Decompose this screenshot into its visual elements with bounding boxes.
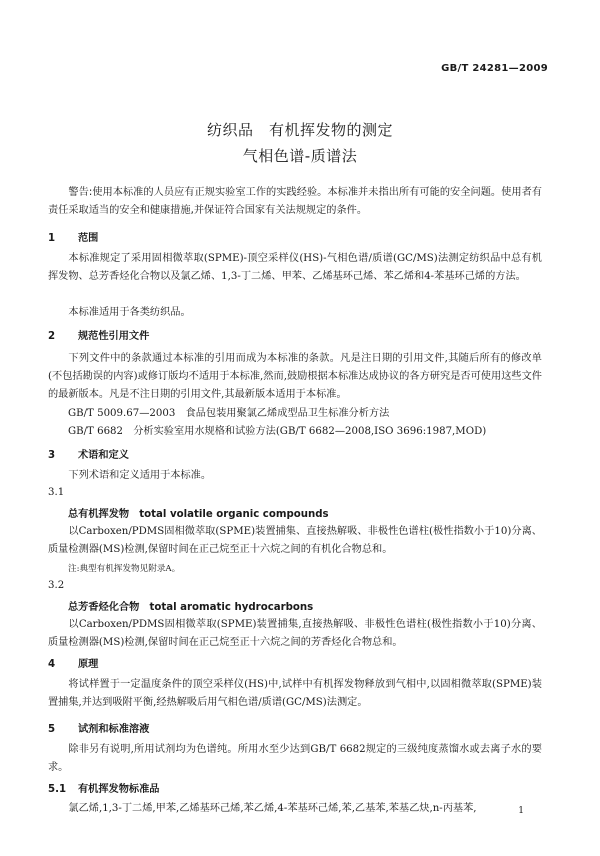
section-2-paragraph: 下列文件中的条款通过本标准的引用而成为本标准的条款。凡是注日期的引用文件,其随后所有的修改单(不包括勘误的内容)或修订版均不适用于本标准,然而,鼓励根据本标准达成协议的各方研究是否可使用这些文件的最新版本。凡是不注日期的引用文件,其最新版本适用于本标准。 bbox=[48, 353, 542, 400]
section-5-heading bbox=[48, 720, 149, 735]
document-subtitle: 气相色谱-质谱法 bbox=[242, 147, 358, 165]
section-title: 规范性引用文件 bbox=[78, 331, 150, 342]
section-number: 1 bbox=[48, 233, 56, 244]
clause-5-1-paragraph: 氯乙烯,1,3-丁二烯,甲苯,乙烯基环己烯,苯乙烯,4-苯基环己烯,苯,乙基苯,苯基乙炔,n-丙基苯, bbox=[68, 803, 477, 814]
clause-3-1-number: 3.1 bbox=[48, 487, 65, 498]
section-number: 5 bbox=[48, 724, 56, 735]
section-title: 原理 bbox=[78, 659, 99, 670]
section-4-paragraph: 将试样置于一定温度条件的顶空采样仪(HS)中,试样中有机挥发物释放到气相中,以固相微萃取(SPME)装置捕集,并达到吸附平衡,经热解吸后用气相色谱/质谱(GC/MS)法测定。 bbox=[48, 679, 542, 708]
section-1-paragraph-2: 本标准适用于各类纺织品。 bbox=[68, 307, 191, 318]
section-2-heading bbox=[48, 327, 149, 342]
clause-3-2-definition: 以Carboxen/PDMS固相微萃取(SPME)装置捕集,直接热解吸、非极性色谱柱(极性指数小于10)分离、质量检测器(MS)检测,保留时间在正己烷至正十六烷之间的芳香烃化合物总和。 bbox=[48, 619, 542, 648]
warning-paragraph: 警告:使用本标准的人员应有正规实验室工作的实践经验。本标准并未指出所有可能的安全问题。使用者有责任采取适当的安全和健康措施,并保证符合国家有关法规规定的条件。 bbox=[48, 187, 542, 216]
section-number: 3 bbox=[48, 450, 56, 461]
clause-3-2-term: 总芳香烃化合物 total aromatic hydrocarbons bbox=[68, 602, 314, 613]
section-title: 术语和定义 bbox=[78, 450, 129, 461]
standard-code: GB/T 24281—2009 bbox=[441, 63, 548, 74]
clause-3-2-number: 3.2 bbox=[48, 580, 65, 591]
clause-5-1-heading bbox=[48, 780, 160, 795]
section-number: 4 bbox=[48, 659, 56, 670]
section-number: 5.1 bbox=[48, 784, 67, 795]
section-3-heading bbox=[48, 446, 129, 461]
section-title: 试剂和标准溶液 bbox=[78, 724, 150, 735]
section-1-heading bbox=[48, 229, 98, 244]
page-number: 1 bbox=[518, 806, 524, 816]
reference-item: GB/T 5009.67—2003 食品包装用聚氯乙烯成型品卫生标准分析方法 bbox=[68, 408, 390, 419]
clause-3-1-term: 总有机挥发物 total volatile organic compounds bbox=[68, 509, 329, 520]
section-title: 范围 bbox=[78, 233, 99, 244]
clause-3-1-note: 注:典型有机挥发物见附录A。 bbox=[68, 564, 181, 574]
clause-3-1-definition: 以Carboxen/PDMS固相微萃取(SPME)装置捕集、直接热解吸、非极性色谱柱(极性指数小于10)分离、质量检测器(MS)检测,保留时间在正己烷至正十六烷之间的有机化合物总和。 bbox=[48, 526, 542, 555]
reference-item: GB/T 6682 分析实验室用水规格和试验方法(GB/T 6682—2008,ISO 3696:1987,MOD) bbox=[68, 426, 487, 437]
section-5-paragraph: 除非另有说明,所用试剂均为色谱纯。所用水至少达到GB/T 6682规定的三级纯度蒸馏水或去离子水的要求。 bbox=[48, 744, 542, 773]
section-title: 有机挥发物标准品 bbox=[78, 784, 160, 795]
section-1-paragraph: 本标准规定了采用固相微萃取(SPME)-顶空采样仪(HS)-气相色谱/质谱(GC/MS)法测定纺织品中总有机挥发物、总芳香烃化合物以及氯乙烯、1,3-丁二烯、甲苯、乙烯基环己烯、苯乙烯和4-苯基环己烯的方法。 bbox=[48, 253, 542, 282]
section-number: 2 bbox=[48, 331, 56, 342]
document-title: 纺织品 有机挥发物的测定 bbox=[206, 121, 393, 139]
section-3-paragraph: 下列术语和定义适用于本标准。 bbox=[68, 470, 212, 481]
section-4-heading bbox=[48, 655, 98, 670]
